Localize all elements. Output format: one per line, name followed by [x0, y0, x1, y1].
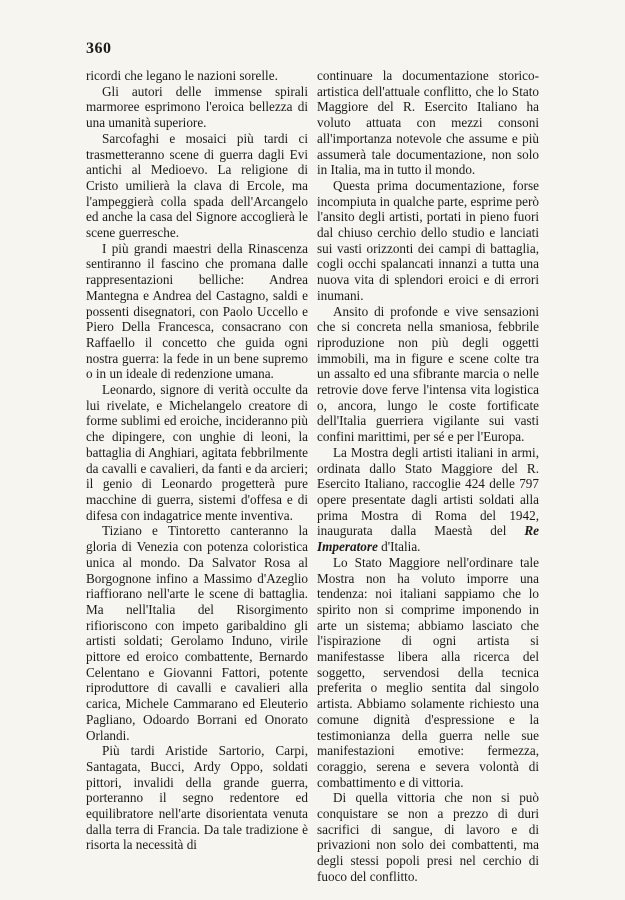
left-column	[86, 68, 308, 853]
italic-title: Re Imperatore	[317, 523, 539, 555]
paragraph: Questa prima documentazione, forse incompiuta in qualche parte, esprime però l'ansito degli artisti, portati in pieno fuori dal chiuso cerchio dello studio e lanciati sui vasti orizzonti dei campi di battaglia, cogli occhi spalancati innanzi a tutta una nuova vita di splendori eroici e di errori inumani.	[317, 177, 539, 303]
paragraph: Leonardo, signore di verità occulte da lui rivelate, e Michelangelo creatore di forme sublimi ed eroiche, incideranno più che dipingere, con unghie di leoni, la battaglia di Anghiari, agitata febbrilmente da cavalli e cavalieri, da fanti e da arcieri; il genio di Leonardo progetterà pure macchine di guerra, sistemi d'offesa e di difesa con indagatrice mente inventiva.	[86, 382, 308, 523]
paragraph-text: d'Italia.	[377, 539, 421, 555]
paragraph: Lo Stato Maggiore nell'ordinare tale Mostra non ha voluto imporre una tendenza: noi italiani sappiamo che lo spirito non si comprime imponendo in arte un sistema; abbiamo lasciato che l'ispirazione di ogni artista si manifestasse libera alla ricerca del soggetto, servendosi della tecnica preferita o meglio sentita dal singolo artista. Abbiamo solamente richiesto una comune dignità d'espressione e la testimonianza della guerra nelle sue manifestazioni emotive: fermezza, coraggio, serena e severa volontà di combattimento e di vittoria.	[317, 554, 539, 790]
right-column	[317, 68, 539, 885]
paragraph: Sarcofaghi e mosaici più tardi ci trasmetteranno scene di guerra dagli Evi antichi al Medioevo. La religione di Cristo umilierà la clava di Ercole, ma l'ampeggierà colla spada dell'Arcangelo ed anche la casa del Signore accoglierà le scene guerresche.	[86, 130, 308, 241]
paragraph: I più grandi maestri della Rinascenza sentiranno il fascino che promana dalle rappresentazioni belliche: Andrea Mantegna e Andrea del Castagno, saldi e possenti disegnatori, con Paolo Uccello e Piero Della Francesca, consacrano con Raffaello il concetto che guida ogni nostra guerra: la fede in un bene supremo o in un ideale di redenzione umana.	[86, 240, 308, 382]
paragraph: Gli autori delle immense spirali marmoree esprimono l'eroica bellezza di una umanità superiore.	[86, 83, 308, 131]
paragraph	[317, 445, 539, 555]
paragraph: Tiziano e Tintoretto canteranno la gloria di Venezia con potenza coloristica unica al mondo. Da Salvator Rosa al Borgognone infino a Massimo d'Azeglio riaffiorano nell'arte le scene di battaglia. Ma nell'Italia del Risorgimento rifioriscono con impeto garibaldino gli artisti soldati; Gerolamo Induno, virile pittore ed eroico combattente, Bernardo Celentano e Giovanni Fattori, potente riproduttore di cavalli e cavalieri alla carica, Michele Cammarano ed Eleuterio Pagliano, Odoardo Borrani ed Onorato Orlandi.	[86, 523, 308, 743]
paragraph: Ansito di profonde e vive sensazioni che si concreta nella smaniosa, febbrile riproduzione non più degli oggetti immobili, ma in figure e scene colte tra un assalto ed una sfibrante marcia o nelle retrovie dove ferve l'intensa vita logistica o, ancora, lungo le coste fortificate dell'Italia guerriera vigilante sui vasti confini marittimi, per sé e per l'Europa.	[317, 303, 539, 445]
paragraph: ricordi che legano le nazioni sorelle.	[86, 68, 278, 83]
paragraph: continuare la documentazione storico-artistica dell'attuale conflitto, che lo Stato Maggiore del R. Esercito Italiano ha voluto attuata con mezzi consoni all'importanza notevole che assume e più assumerà tale documentazione, non solo in Italia, ma in tutto il mondo.	[317, 68, 539, 178]
page-number: 360	[86, 40, 112, 57]
paragraph: Di quella vittoria che non si può conquistare se non a prezzo di duri sacrifici di sangue, di lavoro e di privazioni non solo dei combattenti, ma degli stessi popoli presi nel cerchio di fuoco del conflitto.	[317, 790, 539, 884]
paragraph-text: La Mostra degli artisti italiani in armi, ordinata dallo Stato Maggiore del R. Esercito Italiano, raccoglie 424 delle 797 opere presentate dagli artisti soldati alla prima Mostra di Roma del 1942, inaugurata dalla Maestà del	[317, 444, 539, 539]
paragraph: Più tardi Aristide Sartorio, Carpi, Santagata, Bucci, Ardy Oppo, soldati pittori, invalidi della grande guerra, porteranno il segno redentore ed equilibratore nell'arte disorientata venuta dalla terra di Francia. Da tale tradizione è risorta la necessità di	[86, 743, 308, 853]
